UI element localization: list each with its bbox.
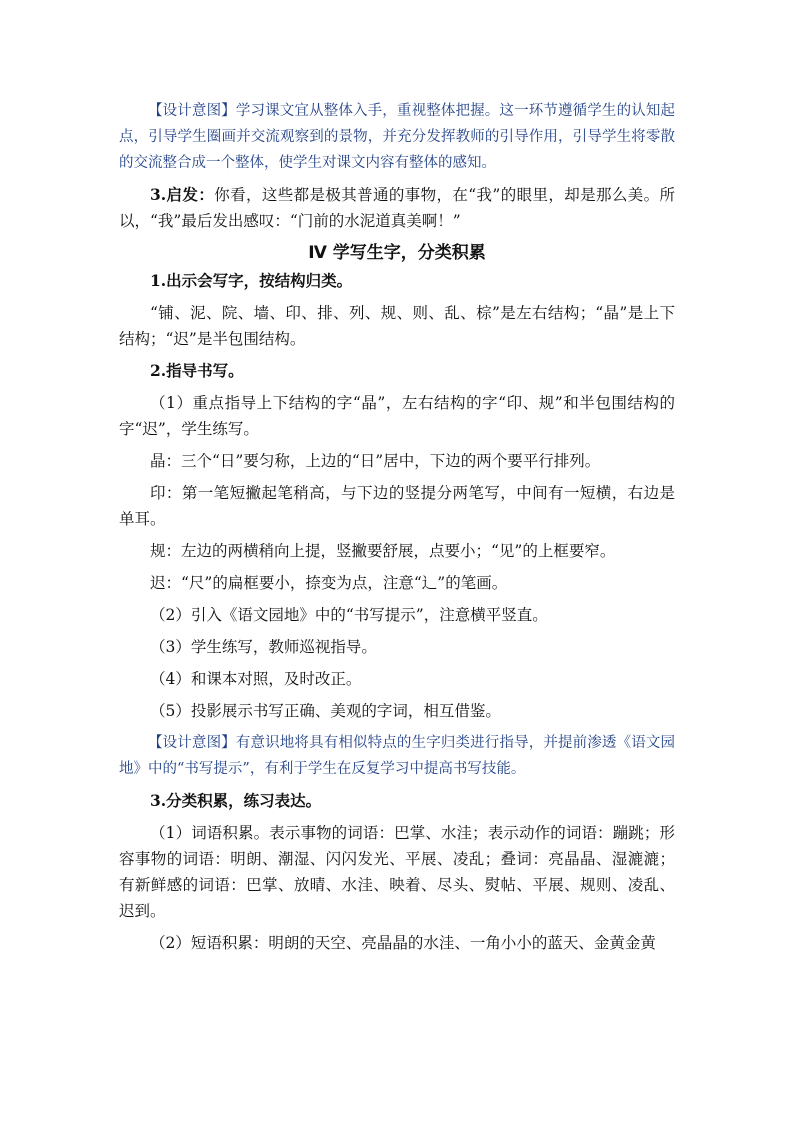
design-intent-tag: 【设计意图】: [148, 103, 236, 119]
design-intent-text: 学习课文宜从整体入手，重视整体把握。这一环节遵循学生的认知起点，引导学生圈画并交流观察到的景物，并充分发挥教师的引导作用，引导学生将零散的交流整合成一个整体，使学生对课文内容有整体的感知。: [119, 103, 675, 171]
s2-p2: 晶：三个“日”要匀称，上边的“日”居中，下边的两个要平行排列。: [150, 452, 601, 470]
design-intent-paragraph-2: [119, 730, 675, 782]
s1-text: “铺、泥、院、墙、印、排、列、规、则、乱、棕”是左右结构；“晶”是上下结构；“迟”是半包围结构。: [119, 304, 675, 348]
s2-p9: （5）投影展示书写正确、美观的字词，相互借鉴。: [150, 702, 501, 720]
s2-p7: （3）学生练写，教师巡视指导。: [150, 638, 377, 656]
s3-heading: 3.分类积累，练习表达。: [150, 791, 322, 810]
s2-p5: 迟：“尺”的扁框要小，捺变为点，注意“辶”的笔画。: [150, 574, 508, 592]
s3-p2: （2）短语积累：明朗的天空、亮晶晶的水洼、一角小小的蓝天、金黄金黄: [150, 934, 656, 952]
design-intent-text-2: 有意识地将具有相似特点的生字归类进行指导，并提前渗透《语文园地》中的“书写提示”，有利于学生在反复学习中提高书写技能。: [119, 735, 675, 777]
section-title: Ⅳ 学写生字，分类积累: [308, 243, 486, 263]
s3-p1: （1）词语积累。表示事物的词语：巴掌、水洼；表示动作的词语：蹦跳；形容事物的词语：明朗、潮湿、闪闪发光、平展、凌乱；叠词：亮晶晶、湿漉漉；有新鲜感的词语：巴掌、放晴、水洼、映着、尽头、熨帖、平展、规则、凌乱、迟到。: [119, 824, 675, 920]
s2-p3: 印：第一笔短撇起笔稍高，与下边的竖提分两笔写，中间有一短横，右边是单耳。: [119, 484, 675, 528]
s2-heading: 2.指导书写。: [150, 361, 244, 380]
step3-text: 你看，这些都是极其普通的事物，在“我”的眼里，却是那么美。所以，“我”最后发出感叹：“门前的水泥道真美啊！”: [119, 186, 675, 230]
document-content: [119, 98, 675, 956]
design-intent-tag-2: 【设计意图】: [148, 735, 236, 751]
s2-p1: （1）重点指导上下结构的字“晶”，左右结构的字“印、规”和半包围结构的字“迟”，学生练写。: [119, 394, 675, 438]
step3-label: 3.启发：: [150, 185, 215, 204]
step3-paragraph: [119, 182, 675, 234]
s2-p4: 规：左边的两横稍向上提，竖撇要舒展，点要小；“见”的上框要窄。: [150, 542, 616, 560]
s2-p6: （2）引入《语文园地》中的“书写提示”，注意横平竖直。: [150, 606, 548, 624]
s2-p8: （4）和课本对照，及时改正。: [150, 670, 362, 688]
design-intent-paragraph-1: [119, 98, 675, 176]
s1-heading: 1.出示会写字，按结构归类。: [150, 271, 353, 290]
